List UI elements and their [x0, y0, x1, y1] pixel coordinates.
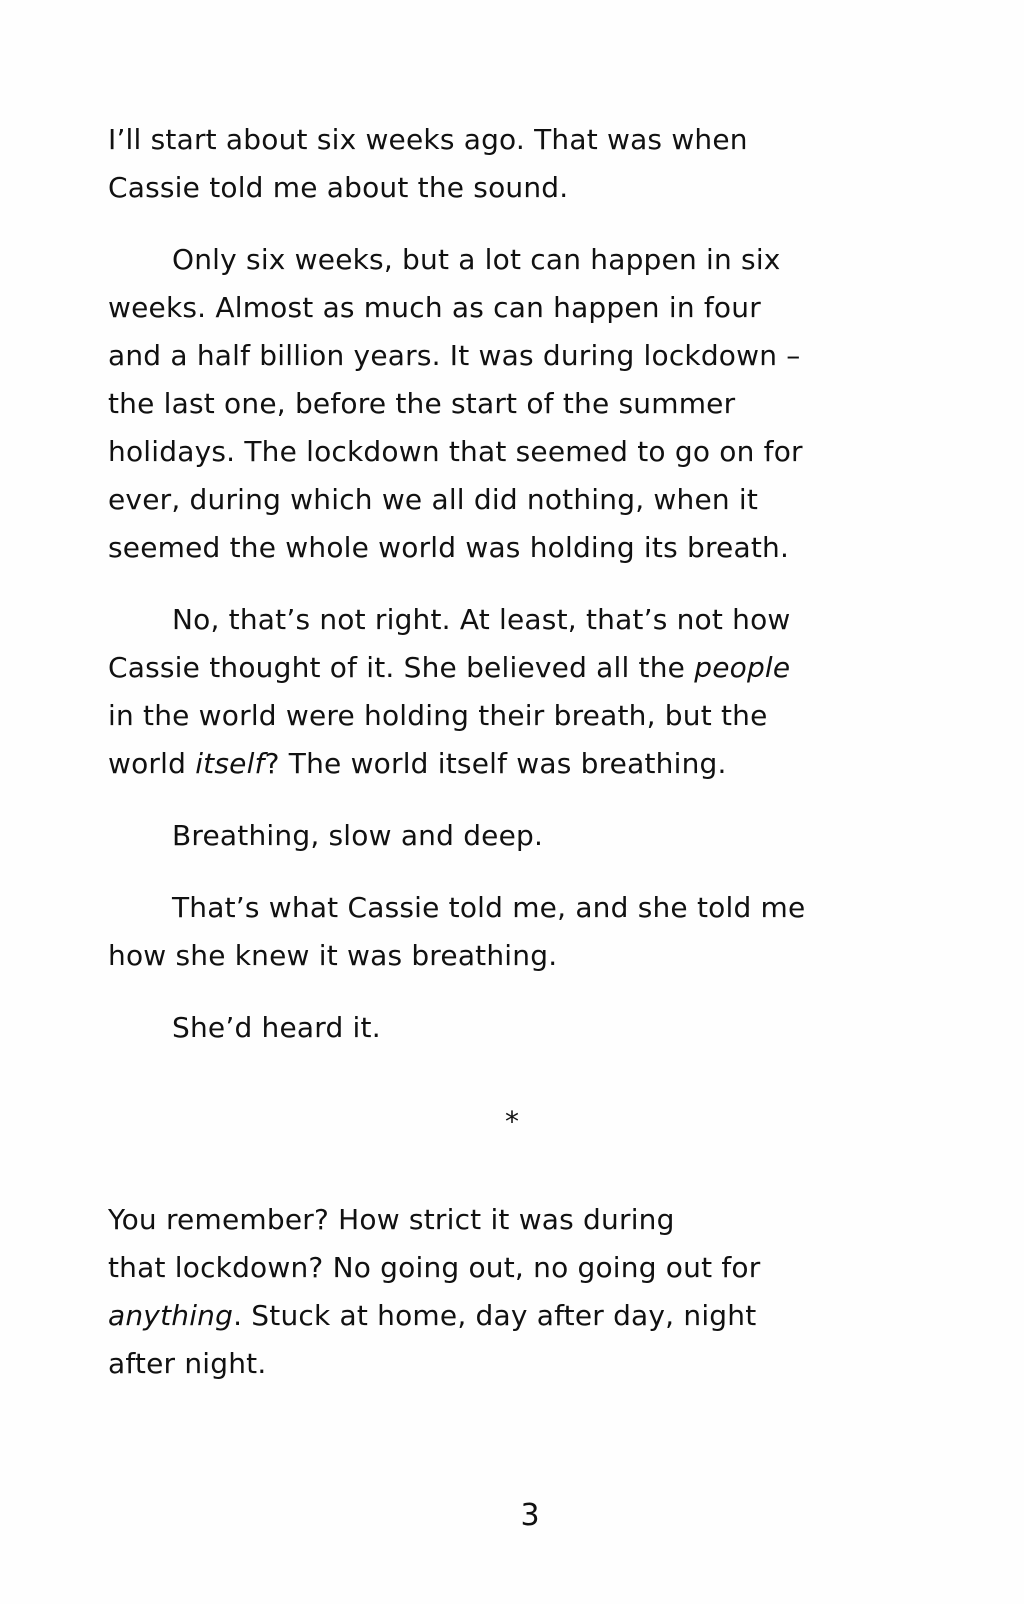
- text-line: [108, 644, 938, 692]
- text-line: [108, 1292, 938, 1340]
- text-line: seemed the whole world was holding its breath.: [108, 531, 790, 564]
- italic-word: itself: [195, 747, 265, 780]
- text-line: how she knew it was breathing.: [108, 939, 558, 972]
- text-run: . Stuck at home, day after day, night: [233, 1299, 757, 1332]
- paragraph-6: [108, 1004, 938, 1052]
- italic-word: people: [694, 651, 791, 684]
- text-line: and a half billion years. It was during lockdown –: [108, 339, 801, 372]
- paragraph-5: [108, 884, 938, 980]
- text-line: Breathing, slow and deep.: [172, 819, 544, 852]
- paragraph-2: [108, 236, 938, 572]
- text-line: You remember? How strict it was during: [108, 1203, 675, 1236]
- text-line: Cassie told me about the sound.: [108, 171, 569, 204]
- text-line: weeks. Almost as much as can happen in four: [108, 291, 761, 324]
- paragraph-7: [108, 1196, 938, 1388]
- text-line: after night.: [108, 1347, 267, 1380]
- text-line: holidays. The lockdown that seemed to go on for: [108, 435, 803, 468]
- paragraph-4: [108, 812, 938, 860]
- italic-word: anything: [108, 1299, 234, 1332]
- page-number: 3: [520, 1498, 540, 1533]
- text-line: the last one, before the start of the summer: [108, 387, 736, 420]
- paragraph-1: [108, 116, 938, 212]
- text-run: Cassie thought of it. She believed all the: [108, 651, 695, 684]
- text-line: I’ll start about six weeks ago. That was when: [108, 123, 748, 156]
- text-line: that lockdown? No going out, no going out for: [108, 1251, 761, 1284]
- text-line: ever, during which we all did nothing, when it: [108, 483, 759, 516]
- section-break: *: [505, 1105, 519, 1138]
- text-line: Only six weeks, but a lot can happen in six: [172, 243, 781, 276]
- text-line: That’s what Cassie told me, and she told me: [172, 891, 806, 924]
- text-run: ? The world itself was breathing.: [264, 747, 727, 780]
- text-run: world: [108, 747, 196, 780]
- paragraph-3: [108, 596, 938, 788]
- text-line: She’d heard it.: [172, 1011, 381, 1044]
- text-line: in the world were holding their breath, but the: [108, 699, 768, 732]
- text-line: No, that’s not right. At least, that’s not how: [172, 603, 791, 636]
- text-line: [108, 740, 938, 788]
